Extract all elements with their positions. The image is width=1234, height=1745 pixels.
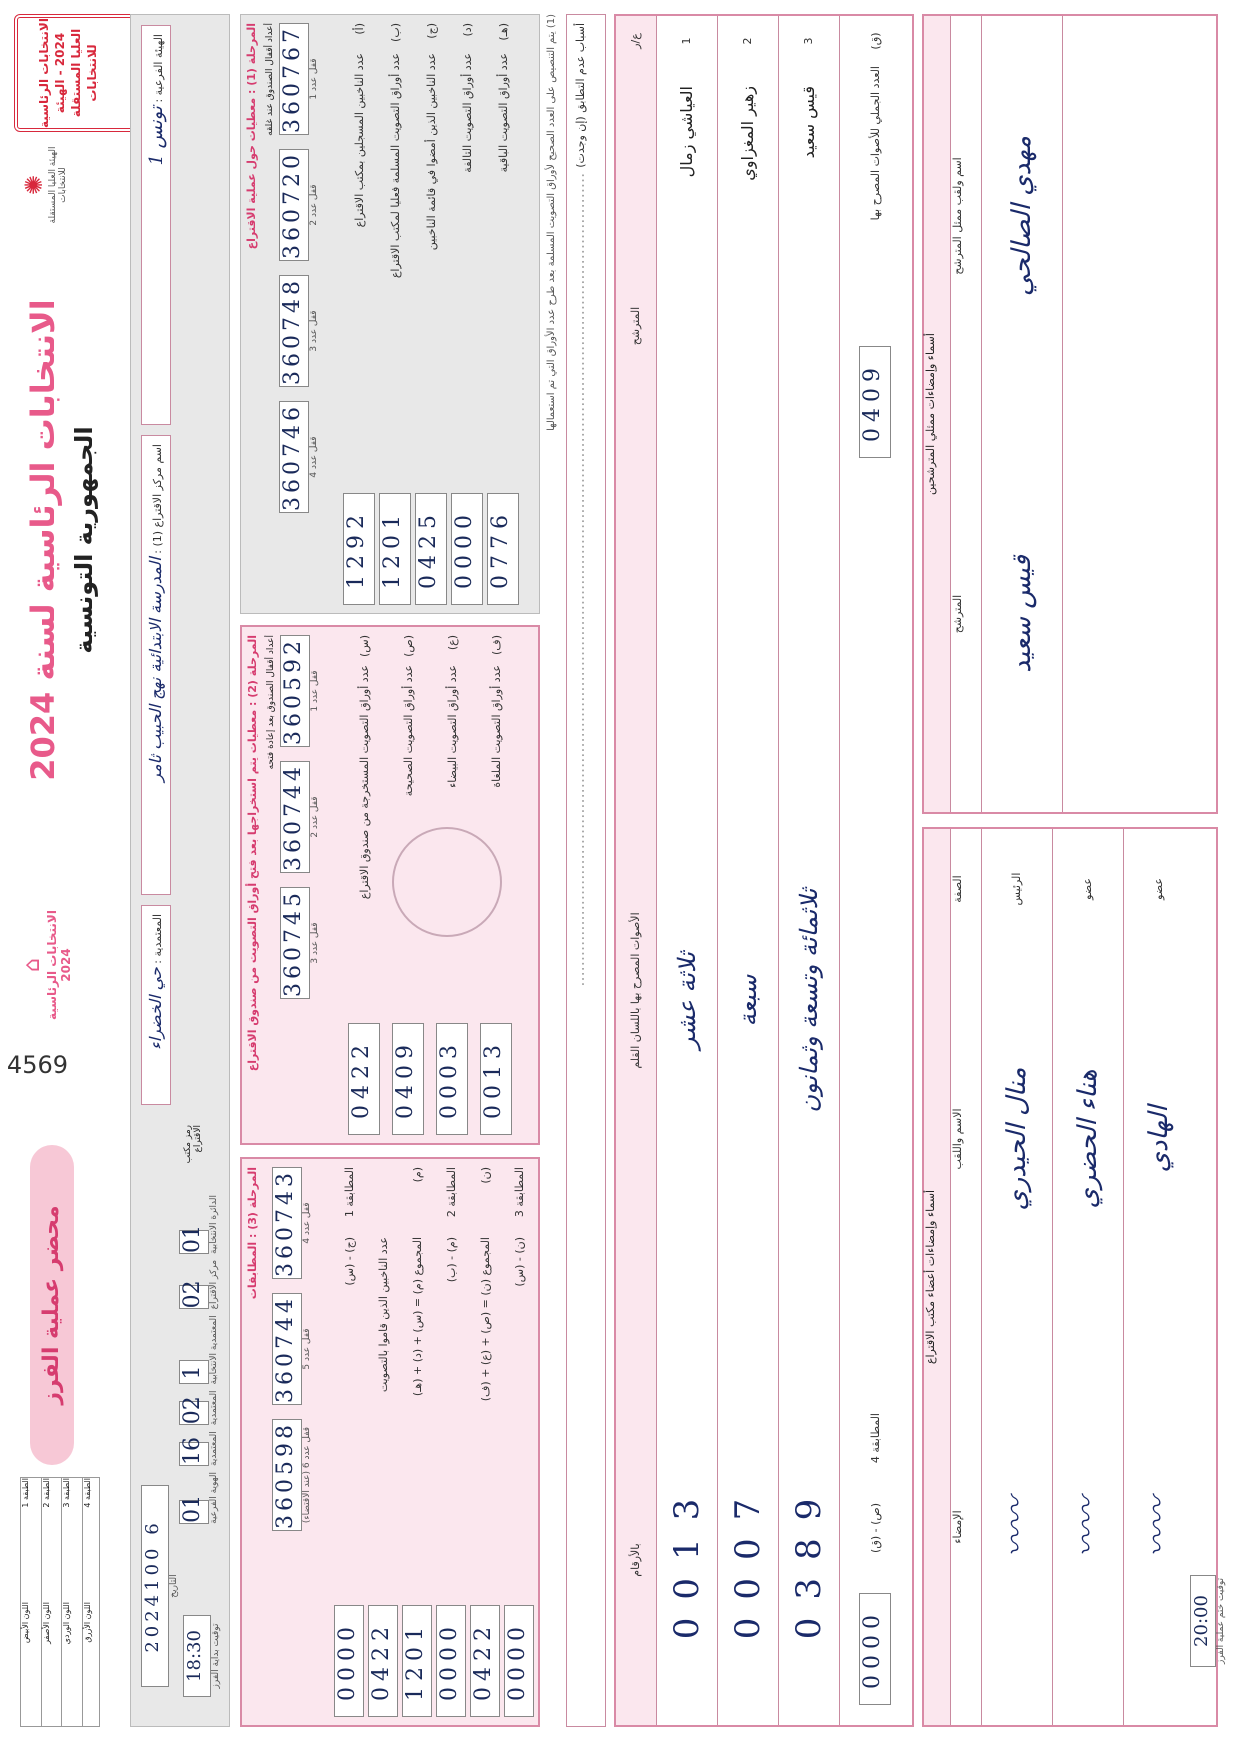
- votes-words[interactable]: ثلاثة عشر: [673, 951, 701, 1050]
- date-field[interactable]: 2024100 6 التاريخ: [141, 1466, 177, 1706]
- signature-scribble[interactable]: 〰〰: [1141, 1497, 1176, 1557]
- match4-value[interactable]: 0000: [859, 1593, 891, 1705]
- code-2[interactable]: 02: [179, 1285, 209, 1309]
- closing-time-label: توقيت ختم عملية الفرز: [1216, 1577, 1226, 1665]
- table-row: المطابقة 2 (م) - (ب) 0000: [434, 1167, 468, 1717]
- code-1[interactable]: 01: [179, 1230, 209, 1254]
- table-row: (ص) عدد أوراق التصويت الصحيحة 0409: [386, 635, 430, 1135]
- lock-1[interactable]: 360767: [279, 23, 309, 135]
- lock-3[interactable]: 360748: [279, 275, 309, 387]
- votes-digits[interactable]: 0389: [789, 1480, 829, 1640]
- color-legend: الطبقة 1 اللون الأبيض الطبقة 2 اللون الأصفر الطبقة 3 اللون الوردي الطبقة 4 اللون الأزرق: [20, 1477, 100, 1727]
- table-row: (ب) عدد أوراق التصويت المسلمة فعليا لمكتب الاقتراع 1201: [377, 23, 413, 605]
- results-total-row: (ق) العدد الجملي للأصوات المصرح بها 0409 المطابقة 4 (ص) - (ق) 0000: [840, 16, 910, 1725]
- section1: [240, 14, 540, 614]
- closing-time[interactable]: [1190, 1521, 1226, 1721]
- votes-words[interactable]: ثلاثمائة وتسعة وثمانون: [795, 888, 823, 1113]
- republic-title: الجمهورية التونسية: [70, 426, 98, 654]
- member-name[interactable]: منال الحيدري: [1002, 1067, 1032, 1211]
- logo-icon: ⌂: [20, 958, 45, 972]
- section3-locks: 360743 قفل عدد 4 360744 قفل عدد 5 360598 قفل عدد 6 (عند الاقتضاء): [272, 1167, 318, 1717]
- section1-locks-label: أعداد أقفال الصندوق عند غلقه: [265, 23, 275, 136]
- results-header: ع/ر المترشح الأصوات المصرح بها باللسان القلم بالأرقام: [616, 16, 657, 1725]
- votes-digits[interactable]: 0013: [667, 1480, 707, 1640]
- reps-signatures: [922, 14, 1218, 814]
- results-table: [614, 14, 914, 1727]
- isie-icon: ✺: [20, 174, 48, 196]
- closing-time-value: 20:00: [1190, 1575, 1216, 1667]
- value-c[interactable]: 0425: [415, 493, 447, 605]
- table-row: (م) المجموع (م) = (س) + (د) + (هـ) 1201: [400, 1167, 434, 1717]
- s3-lock-1[interactable]: 360743: [272, 1167, 302, 1279]
- reps-title: أسماء وإمضاءات ممثلي المترشحين: [924, 16, 951, 812]
- sum-n-value[interactable]: 0422: [470, 1605, 500, 1717]
- reopen-lock-2[interactable]: 360744: [280, 761, 310, 873]
- member-name[interactable]: الهادي: [1144, 1105, 1174, 1173]
- rep-name[interactable]: مهدي الصالحي: [1007, 135, 1037, 297]
- region-field[interactable]: الهيئة الفرعية : تونس 1: [141, 25, 171, 425]
- candidate-name: زهير المغزاوي: [738, 86, 757, 181]
- match3-value[interactable]: 0000: [504, 1605, 534, 1717]
- delegation-value: حي الخضراء: [146, 967, 165, 1050]
- votes-digits[interactable]: 0007: [728, 1480, 768, 1640]
- section3: [240, 1157, 540, 1727]
- section2-title: المرحلة (2) : معطيات يتم استخراجها بعد فتح أوراق التصويت من صندوق الاقتراع: [246, 635, 259, 1072]
- value-ss[interactable]: 0409: [392, 1023, 424, 1135]
- table-row: عضو الهادي 〰〰: [1124, 829, 1194, 1725]
- mismatch-reason-label: أسباب عدم التطابق (إن وجدت): [574, 23, 587, 168]
- minutes-pill: محضر عملية الفرز: [30, 1145, 74, 1465]
- sum-m-value[interactable]: 1201: [402, 1605, 432, 1717]
- table-row: (ج) عدد الناخبين الذين أمضوا في قائمة الناخبين 0425: [413, 23, 449, 605]
- s3-lock-2[interactable]: 360744: [272, 1293, 302, 1405]
- table-row: 2 زهير المغزاوي سبعة 0007: [718, 16, 779, 1725]
- section3-rows: [332, 1167, 536, 1717]
- value-f[interactable]: 0013: [480, 1023, 512, 1135]
- code-3[interactable]: 1: [179, 1360, 209, 1384]
- total-label: العدد الجملي للأصوات المصرح بها: [868, 66, 882, 221]
- section2-locks-label: أعداد أقفال الصندوق بعد إعادة فتحه: [266, 635, 276, 770]
- section3-title: المرحلة (3) : المطابقات: [246, 1167, 259, 1300]
- start-time-field[interactable]: 18:30 توقيت بداية الفرز: [183, 1606, 223, 1706]
- section1-title: المرحلة (1) : معطيات حول عملية الاقتراع: [245, 23, 258, 250]
- code-5[interactable]: 16: [179, 1442, 209, 1466]
- stamp-text: الانتخابات الرئاسية 2024 - الهيئة العليا المستقلة للانتخابات: [14, 14, 150, 132]
- region-value: تونس 1: [146, 106, 167, 166]
- signature-scribble[interactable]: 〰〰: [999, 1497, 1034, 1557]
- official-stamp: [14, 14, 124, 128]
- office-signatures: [922, 827, 1218, 1727]
- section1-locks: 360767 قفل عدد 1 360720 قفل عدد 2 360748 قفل عدد 3 360746 قفل عدد 4: [279, 23, 325, 605]
- table-row: (ف) عدد أوراق التصويت الملغاة 0013: [474, 635, 518, 1135]
- table-row: (د) عدد أوراق التصويت التالفة 0000: [449, 23, 485, 605]
- candidate-name: قيس سعيد: [799, 86, 818, 159]
- voters-value[interactable]: 0422: [368, 1605, 398, 1717]
- reps-header: اسم ولقب ممثل المترشح المترشح: [951, 16, 982, 812]
- total-votes-value[interactable]: 0409: [859, 346, 891, 458]
- table-row: (س) عدد أوراق التصويت المستخرجة من صندوق الاقتراع 0422: [342, 635, 386, 1135]
- section2-rows: [342, 635, 518, 1135]
- table-row: عدد الناخبين الذين قاموا بالتصويت 0422: [366, 1167, 400, 1717]
- votes-words[interactable]: سبعة: [734, 974, 762, 1027]
- delegation-field[interactable]: المعتمدية : حي الخضراء: [141, 905, 171, 1105]
- match1-value[interactable]: 0000: [334, 1605, 364, 1717]
- code-boxes: 01 الدائرة الانتخابية 02 مركز الاقتراع 1 المعتمدية الانتخابية 02 المعتمدية 16 المعتمدية 01 الهوية الفرعية: [180, 1195, 219, 1524]
- value-s[interactable]: 0422: [348, 1023, 380, 1135]
- office-header: الصفة الاسم واللقب الإمضاء: [951, 829, 982, 1725]
- elections-logo: [20, 905, 120, 1025]
- page-title: الانتخابات الرئاسية لسنة 2024: [24, 299, 62, 781]
- value-ain[interactable]: 0003: [436, 1023, 468, 1135]
- code-4[interactable]: 02: [179, 1401, 209, 1425]
- doc-number: 4569: [6, 1051, 68, 1079]
- office-title: أسماء وإمضاءات أعضاء مكتب الاقتراع: [924, 829, 951, 1725]
- value-e[interactable]: 0776: [487, 493, 519, 605]
- value-a[interactable]: 1292: [343, 493, 375, 605]
- table-row: عضو هناء الحضري 〰〰: [1053, 829, 1124, 1725]
- table-row: (أ) عدد الناخبين المسجلين بمكتب الاقتراع 1292: [341, 23, 377, 605]
- section2: [240, 625, 540, 1145]
- identification-band: [130, 14, 230, 1727]
- footnote: (1) يتم التنصيص على العدد الصحيح لأوراق التصويت المسلمة بعد طرح عدد الأوراق التي تم استعمالها: [546, 14, 557, 431]
- center-field[interactable]: اسم مركز الاقتراع (1) : المدرسة الابتدائية نهج الحبيب ثامر: [141, 435, 171, 895]
- s3-lock-3[interactable]: 360598: [272, 1419, 302, 1531]
- candidate-name: العياشي زمال: [677, 86, 696, 178]
- table-row: الرئيس منال الحيدري 〰〰: [982, 829, 1053, 1725]
- table-row: (ن) المجموع (ن) = (ص) + (ع) + (ف) 0422: [468, 1167, 502, 1717]
- table-row: (ع) عدد أوراق التصويت البيضاء 0003: [430, 635, 474, 1135]
- office-code-label: رمز مكتب الاقتراع: [183, 1125, 203, 1164]
- logo-label: الانتخابات الرئاسية 2024: [45, 910, 73, 1020]
- value-b[interactable]: 1201: [379, 493, 411, 605]
- lock-4[interactable]: 360746: [279, 401, 309, 513]
- date-value: 2024100 6: [141, 1485, 169, 1687]
- signature-scribble[interactable]: 〰〰: [1070, 1497, 1105, 1557]
- match2-value[interactable]: 0000: [436, 1605, 466, 1717]
- mismatch-reason-field[interactable]: أسباب عدم التطابق (إن وجدت) ................................................................................................................................................................: [566, 14, 606, 1727]
- member-name[interactable]: هناء الحضري: [1073, 1069, 1103, 1209]
- reopen-lock-1[interactable]: 360592: [280, 635, 310, 747]
- code-6[interactable]: 01: [179, 1500, 209, 1524]
- rep-candidate[interactable]: قيس سعيد: [1007, 555, 1037, 673]
- table-row: المطابقة 1 (ج) - (س) 0000: [332, 1167, 366, 1717]
- isie-label: الهيئة العليا المستقلة للانتخابات: [48, 146, 68, 224]
- table-row: المطابقة 3 (ن) - (س) 0000: [502, 1167, 536, 1717]
- value-d[interactable]: 0000: [451, 493, 483, 605]
- start-time-value: 18:30: [183, 1615, 211, 1697]
- section1-rows: [341, 23, 521, 605]
- table-row: 1 العياشي زمال ثلاثة عشر 0013: [657, 16, 718, 1725]
- reopen-lock-3[interactable]: 360745: [280, 887, 310, 999]
- center-value: المدرسة الابتدائية نهج الحبيب ثامر: [146, 557, 165, 782]
- table-row: [982, 16, 1063, 812]
- lock-2[interactable]: 360720: [279, 149, 309, 261]
- table-row: (هـ) عدد أوراق التصويت الباقية 0776: [485, 23, 521, 605]
- table-row: 3 قيس سعيد ثلاثمائة وتسعة وثمانون 0389: [779, 16, 840, 1725]
- isie-logo: [20, 140, 110, 230]
- section2-locks: 360592 قفل عدد 1 360744 قفل عدد 2 360745 قفل عدد 3: [280, 635, 326, 1135]
